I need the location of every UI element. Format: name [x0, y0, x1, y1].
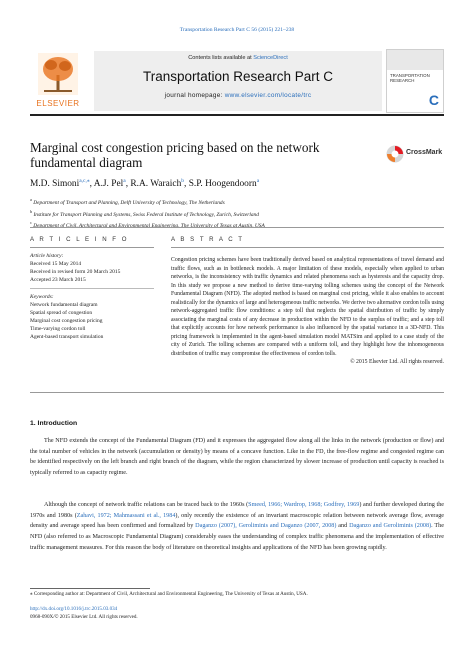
- doi-line[interactable]: [30, 606, 117, 612]
- history-label: Article history:: [30, 253, 64, 259]
- keywords: [30, 293, 154, 341]
- issn-line: 0968-090X/© 2015 Elsevier Ltd. All rights reserved.: [30, 614, 138, 620]
- affiliation: $^c$ Department of Civil, Architectural and Environmental Engineering, The University of Texas at Austin, USA: [30, 220, 265, 229]
- history-revised: Received in revised form 20 March 2015: [30, 269, 121, 275]
- paragraph-text: The NFD extends the concept of the Fundamental Diagram (FD) and it expresses the aggregated flow along all the links in the network (production or flow) and the total number of vehicles in the network (accumulation or density) by means of a concave function. Like in the FD, the free-flow regime and congested regime can be identified respectively on the left branch and right branch of the diagram, while the region characterized by slower increase of production until capacity is reached is typically referred to as capacity regime.: [30, 438, 444, 477]
- body-paragraph: [30, 500, 444, 554]
- body-paragraph: [30, 436, 444, 479]
- crossmark-label: CrossMark: [406, 149, 443, 156]
- sciencedirect-link[interactable]: ScienceDirect: [253, 55, 288, 61]
- abstract-column: [171, 236, 444, 367]
- elsevier-tree-icon: [38, 53, 78, 95]
- footnote-divider: [30, 588, 150, 589]
- author-name: A.J. Pel: [93, 179, 124, 190]
- article-history: [30, 252, 154, 289]
- running-head[interactable]: [0, 27, 474, 33]
- journal-homepage-link[interactable]: www.elsevier.com/locate/trc: [224, 92, 312, 99]
- author-name: R.A. Waraich: [130, 179, 182, 190]
- affiliation: $^a$ Department of Transport and Planning, Delft University of Technology, The Netherlands: [30, 197, 225, 206]
- divider: [30, 227, 444, 228]
- author-affiliation-marker[interactable]: a: [123, 178, 126, 184]
- affiliation: $^b$ Institute for Transport Planning and Systems, Swiss Federal Institute of Technology, Zurich, Switzerland: [30, 208, 259, 218]
- citation-link[interactable]: Smeed, 1966; Wardrop, 1968; Godfrey, 1969: [248, 502, 360, 508]
- running-head-link[interactable]: Transportation Research Part C 56 (2015) 221–238: [179, 27, 295, 33]
- contents-line: [94, 55, 382, 61]
- author-affiliation-marker[interactable]: b: [181, 178, 185, 184]
- keyword: Time-varying cordon toll: [30, 326, 86, 332]
- footnote: [30, 591, 444, 598]
- history-received: Received 15 May 2014: [30, 261, 82, 267]
- abstract-copyright: © 2015 Elsevier Ltd. All rights reserved.: [350, 359, 444, 365]
- history-accepted: Accepted 23 March 2015: [30, 277, 86, 283]
- doi-link[interactable]: http://dx.doi.org/10.1016/j.trc.2015.03.034: [30, 606, 118, 612]
- elsevier-wordmark: ELSEVIER: [36, 99, 80, 108]
- journal-name: Transportation Research Part C: [142, 69, 334, 84]
- homepage-prefix: journal homepage:: [164, 92, 225, 99]
- author-affiliation-marker[interactable]: a,c,⁎: [79, 178, 90, 184]
- section-heading-introduction: 1. Introduction: [30, 420, 78, 427]
- author-list: M.D. Simoni$^{a,c,⁎}$, A.J. Pel$^a$, R.A. Waraich$^b$, S.P. Hoogendoorn$^a$: [30, 178, 260, 190]
- article-title: Marginal cost congestion pricing based on the network fundamental diagram: [30, 140, 320, 170]
- footnote-marker: ⁎: [30, 591, 33, 597]
- cover-letter: C: [428, 92, 439, 108]
- elsevier-logo: [30, 53, 86, 111]
- abstract-text: Congestion pricing schemes have been traditionally derived based on analytical representations of travel demand and traffic flows, such as in bottleneck models. A major limitation of these models, especially when applied to urban networks, is the inconsistency with traffic dynamics and related phenomena such as hysteresis and the capacity drop. In this study we propose a new method to derive time-varying tolling schemes using the concept of the Network Fundamental Diagram (NFD). The adopted method is based on marginal cost pricing, while it also enables to account realistically for the dynamics of large and heterogeneous traffic networks. We derive two alternative cordon tolls using network-aggregated traffic flow conditions: a step toll that neglects the spatial distribution of traffic by simply associating the marginal costs of any decrease in production within the NFD to the surplus of traffic; and a step toll that explicitly accounts for how network performance is also influenced by the spatial variance in a 3D-NFD. This pricing framework is implemented in the agent-based simulation model MATSim and applied to a case study of the city of Zurich. The tolling schemes are compared with a uniform toll, and they highlight how the inhomogeneous distribution of traffic may compromise the effectiveness of cordon tolls.: [171, 257, 444, 357]
- divider: [30, 392, 444, 393]
- cover-title: TRANSPORTATION RESEARCH: [390, 73, 430, 84]
- author-name: S.P. Hoogendoorn: [188, 179, 257, 190]
- article-info-heading: A R T I C L E I N F O: [30, 236, 154, 248]
- crossmark-icon: [386, 145, 404, 163]
- journal-info-box: [94, 51, 382, 111]
- keyword: Agent-based transport simulation: [30, 334, 104, 340]
- crossmark-badge[interactable]: [386, 145, 446, 163]
- citation-link[interactable]: Zahavi, 1972; Mahmassani et al., 1984: [76, 512, 176, 519]
- journal-banner: [30, 47, 444, 116]
- keyword: Network fundamental diagram: [30, 302, 98, 308]
- keyword: Spatial spread of congestion: [30, 310, 93, 316]
- author-affiliation-marker[interactable]: a: [256, 178, 260, 184]
- article-info-column: [30, 236, 154, 341]
- affiliations: [30, 196, 265, 231]
- paragraph-text: Although the concept of network traffic relations can be traced back to the 1960s (Smeed, 1966; Wardrop, 1968; Godfrey, 1969) and further developed during the 1970s and 1980s (Zahavi, 1972; Mahmassani et al., 1984), only recently the existence of an invariant macroscopic relation between network average flow, average density and average speed has been confirmed and formalized by Daganzo (2007), Geroliminis and Daganzo (2007, 2008) and Daganzo and Geroliminis (2008). The NFD (also referred to as Macroscopic Fundamental Diagram) considerably eases the understanding of complex traffic phenomena and the implementation of effective traffic management measures. For this reason the body of literature on theoretical insights and applications of the NFD has been growing rapidly.: [30, 502, 445, 551]
- abstract-heading: A B S T R A C T: [171, 236, 444, 248]
- contents-prefix: Contents lists available at: [188, 55, 254, 61]
- keywords-label: Keywords:: [30, 294, 54, 300]
- keyword: Marginal cost congestion pricing: [30, 318, 103, 324]
- journal-cover-thumbnail: [386, 49, 444, 113]
- homepage-line: [94, 92, 382, 99]
- citation-link[interactable]: Daganzo and Geroliminis (2008): [349, 523, 432, 530]
- citation-link[interactable]: Daganzo (2007), Geroliminis and Daganzo (2007, 2008): [195, 523, 337, 530]
- footnote-text: Corresponding author at: Department of Civil, Architectural and Environmental Engineering, The University of Texas at Austin, USA.: [32, 591, 308, 597]
- author-name: M.D. Simoni: [30, 179, 80, 190]
